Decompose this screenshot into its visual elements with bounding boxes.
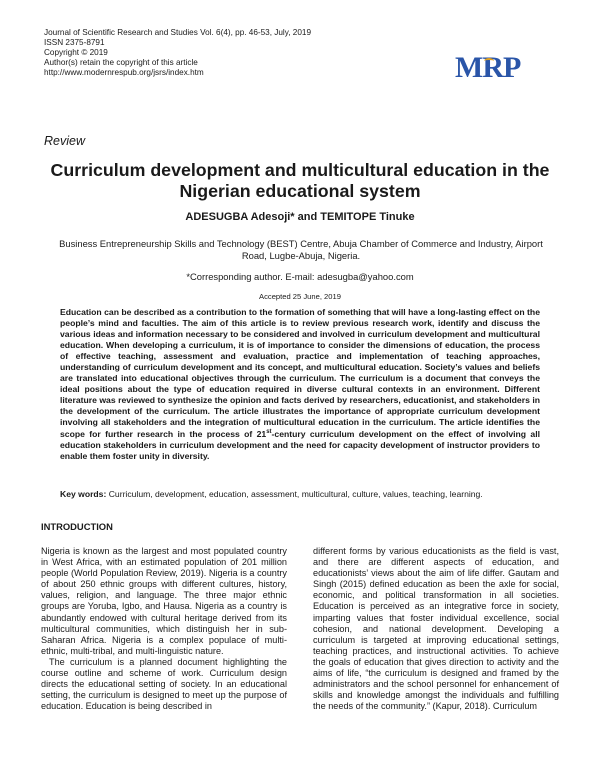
logo-swoosh-icon [484,58,494,64]
keywords-list: Curriculum, development, education, assessment, multicultural, culture, values, teaching, learning. [106,489,483,499]
journal-url[interactable]: http://www.modernrespub.org/jsrs/index.htm [44,68,204,77]
keywords [60,489,550,499]
journal-header [44,28,384,78]
section-label: Review [44,134,85,148]
rights-notice: Author(s) retain the copyright of this article [44,58,198,67]
abstract-text-continued: -century curriculum development on the effect of involving all education stakeholders in curriculum development and the need for capacity development of instructor providers to enable them foster unity in diversity. [60,429,540,462]
publisher-logo [455,50,521,86]
affiliation: Business Entrepreneurship Skills and Technology (BEST) Centre, Abuja Chamber of Commerce and Industry, Airport Road, Lugbe-Abuja, Nigeria. [59,238,543,261]
keywords-label: Key words: [60,489,107,499]
accepted-date: Accepted 25 June, 2019 [259,292,341,301]
abstract [60,307,540,462]
logo-text: MRP [455,51,521,84]
paragraph: The curriculum is a planned document highlighting the course outline and scheme of work. Curriculum design directs the educational setting of society. In an educational setting, the curriculum is designed to meet up the purpose of education. Education is being described in [41,656,287,712]
paragraph: Nigeria is known as the largest and most populated country in West Africa, with an estimated population of 201 million people (World Population Review, 2019). Nigeria is a country of about 250 ethnic groups with different cultures, history, values, religion, and language. The three major ethnic groups are Yoruba, Igbo, and Hausa. Nigeria as a country is abundantly endowed with cultural heritage derived from its multicultural communities, which distinguish her in sub-Saharan Africa. Nigeria is a complex populace of multi-ethnic, multi-tribal, and multi-linguistic nature. [41,546,287,656]
issn: ISSN 2375-8791 [44,38,105,47]
authors: ADESUGBA Adesoji* and TEMITOPE Tinuke [185,211,415,223]
journal-citation: Journal of Scientific Research and Studies Vol. 6(4), pp. 46-53, July, 2019 [44,28,312,37]
right-column [313,546,559,712]
copyright: Copyright © 2019 [44,48,108,57]
article-title: Curriculum development and multicultural education in the Nigerian educational system [50,160,550,201]
corresponding-author: *Corresponding author. E-mail: adesugba@yahoo.com [186,271,414,282]
left-column [41,546,287,712]
introduction-heading: INTRODUCTION [41,521,113,532]
paragraph: different forms by various educationists as the field is vast, and there are different aspects of education, and educationists’ views about the aim of life differ. Gautam and Singh (2015) defined education as been the axle for social, economic, and political transformation in all societies. Education is perceived as an integrative force in society, imparting values that foster individual excellence, social cohesion, and national development. Developing a curriculum is targeted at improving educational settings, teaching practices, and instructional activities. To achieve the goals of education that gives direction to activity and the aims of life, “the curriculum is designed and framed by the administrators and the school personnel for enhancement of skills and knowledge amongst the individuals and fulfilling the needs of the community.” (Kapur, 2018). Curriculum [313,546,559,712]
abstract-text: Education can be described as a contribution to the formation of something that will have a long-lasting effect on the people’s mind and faculties. The aim of this article is to review previous research work, identify and discuss the various ideas and information necessary to be considered and involved in curriculum development and multicultural education. When developing a curriculum, it is of importance to consider the dimensions of education, the process of effective teaching, assessment and evaluation, practice and implementation of teaching approaches, understanding of curriculum development and its concept, and multicultural education. Society’s values and beliefs are translated into educational objectives through the curriculum. The curriculum is a document that conveys the ideal positions about the type of education required in diverse cultural contexts in an environment. Different literature was reviewed to synthesize the opinion and facts derived by researchers, educationist, and stakeholders in the development of the curriculum. The article illustrates the importance of appropriate curriculum development involving all stakeholders and the integration of multicultural education in the curriculum. The article identifies the scope for further research in the process of 21 [60,307,540,440]
abstract-superscript: st [266,429,272,436]
